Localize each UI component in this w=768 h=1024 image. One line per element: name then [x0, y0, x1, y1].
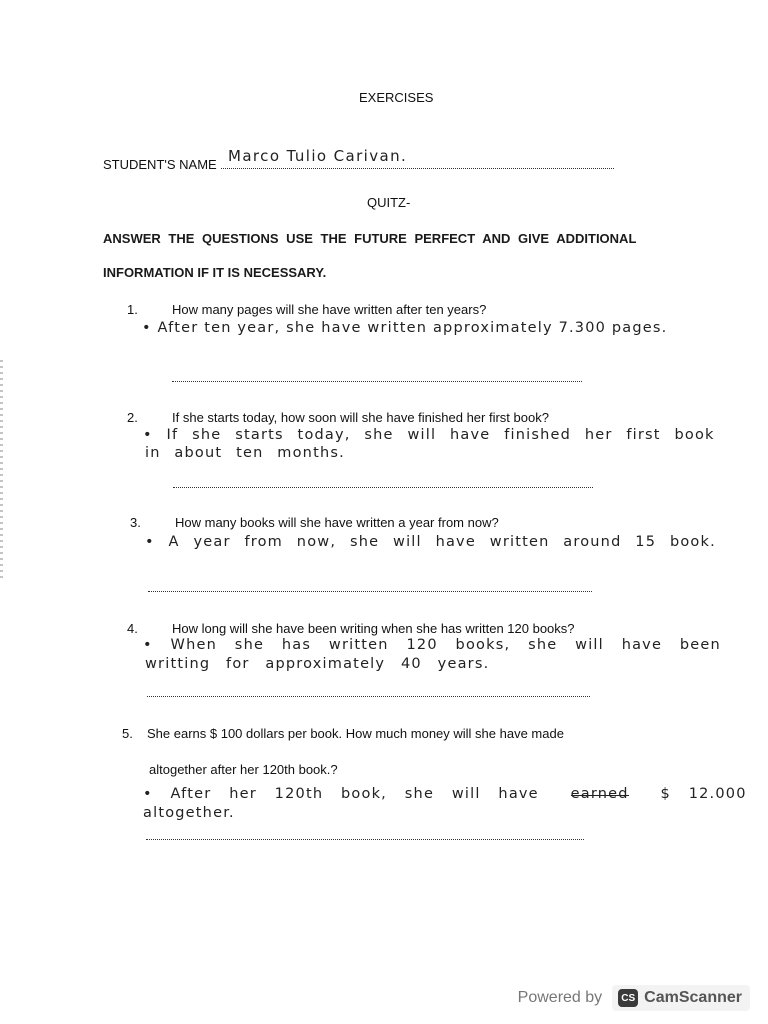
answer-5-rule [146, 839, 584, 840]
camscanner-brand: CamScanner [644, 989, 742, 1006]
camscanner-badge [612, 985, 750, 1011]
answer-2-line-2: in about ten months. [145, 445, 345, 461]
student-name-line [221, 168, 614, 169]
powered-by-text: Powered by [517, 989, 603, 1006]
question-3-number: 3. [130, 515, 141, 530]
answer-4-line-1: • When she has written 120 books, she will have been [143, 637, 721, 653]
question-5-text: She earns $ 100 dollars per book. How much money will she have made [147, 726, 564, 741]
student-name-value: Marco Tulio Carivan. [228, 147, 408, 165]
answer-5-main: • After her 120th book, she will have [143, 786, 539, 802]
camscanner-watermark [518, 982, 750, 1014]
question-2-number: 2. [127, 410, 138, 425]
camscanner-logo-icon: CS [618, 989, 638, 1007]
scan-edge-artifact [0, 360, 3, 580]
student-name-label: STUDENT'S NAME [103, 157, 217, 172]
instructions-line-1: ANSWER THE QUESTIONS USE THE FUTURE PERFECT AND GIVE ADDITIONAL [103, 231, 637, 246]
answer-1-rule [172, 381, 582, 382]
question-5-text-line-2: altogether after her 120th book.? [149, 762, 338, 777]
answer-2-line-1: • If she starts today, she will have finished her first book [143, 427, 715, 443]
question-4-text: How long will she have been writing when she has written 120 books? [172, 621, 575, 636]
question-3-text: How many books will she have written a year from now? [175, 515, 499, 530]
answer-5-line-1 [143, 786, 747, 802]
quiz-subtitle: QUITZ- [367, 195, 411, 210]
question-1-number: 1. [127, 302, 138, 317]
answer-5-line-2: altogether. [143, 805, 235, 821]
question-5-number: 5. [122, 726, 133, 741]
page-title: EXERCISES [359, 90, 434, 105]
answer-1-line-1: • After ten year, she have written approximately 7.300 pages. [142, 320, 668, 336]
instructions-line-2: INFORMATION IF IT IS NECESSARY. [103, 265, 327, 280]
question-1-text: How many pages will she have written after ten years? [172, 302, 487, 317]
answer-2-rule [173, 487, 593, 488]
answer-3-line-1: • A year from now, she will have written around 15 book. [145, 534, 716, 550]
answer-3-rule [148, 591, 592, 592]
question-4-number: 4. [127, 621, 138, 636]
answer-5-amount: $ 12.000 [660, 786, 747, 802]
answer-5-struck-word: earned [570, 786, 629, 802]
answer-4-rule [147, 696, 590, 697]
answer-4-line-2: writting for approximately 40 years. [145, 656, 490, 672]
question-2-text: If she starts today, how soon will she have finished her first book? [172, 410, 549, 425]
